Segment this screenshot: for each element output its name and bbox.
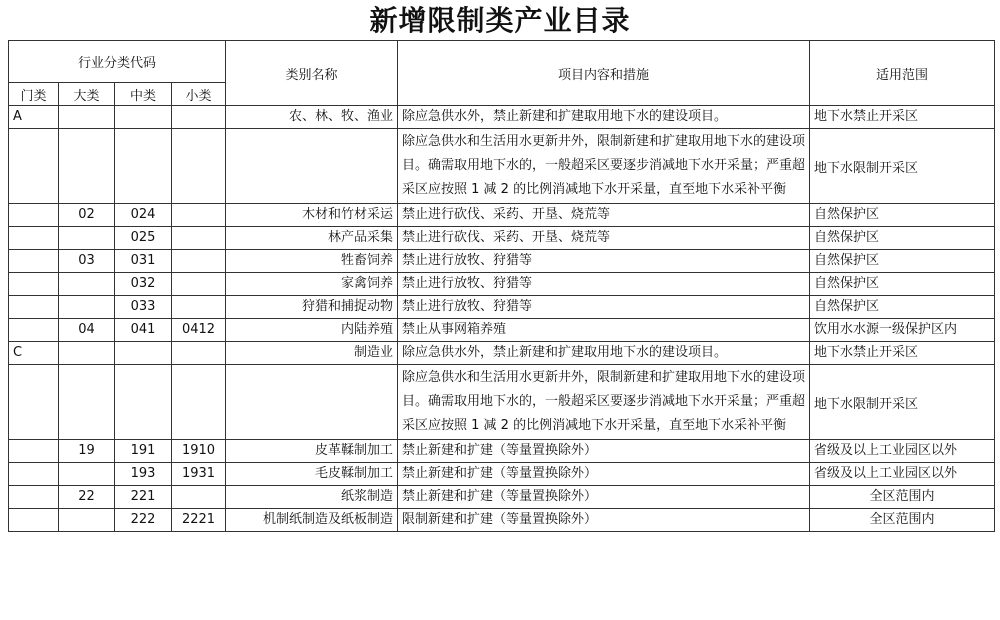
cell-men bbox=[9, 463, 59, 486]
cell-men bbox=[9, 250, 59, 273]
cell-men bbox=[9, 486, 59, 509]
cell-xiao: 0412 bbox=[172, 319, 226, 342]
cell-scope: 地下水限制开采区 bbox=[810, 129, 995, 204]
cell-content: 限制新建和扩建（等量置换除外） bbox=[398, 509, 810, 532]
cell-zhong: 024 bbox=[115, 204, 172, 227]
cell-men bbox=[9, 204, 59, 227]
cell-content: 禁止新建和扩建（等量置换除外） bbox=[398, 486, 810, 509]
cell-da: 03 bbox=[59, 250, 115, 273]
cell-men: A bbox=[9, 106, 59, 129]
cell-scope: 省级及以上工业园区以外 bbox=[810, 463, 995, 486]
cell-xiao bbox=[172, 250, 226, 273]
cell-scope: 全区范围内 bbox=[810, 509, 995, 532]
cell-xiao: 1910 bbox=[172, 440, 226, 463]
cell-xiao bbox=[172, 129, 226, 204]
header-scope: 适用范围 bbox=[810, 41, 995, 106]
cell-name: 狩猎和捕捉动物 bbox=[226, 296, 398, 319]
cell-name: 木材和竹材采运 bbox=[226, 204, 398, 227]
table-header bbox=[9, 41, 995, 106]
cell-scope: 自然保护区 bbox=[810, 296, 995, 319]
cell-xiao bbox=[172, 106, 226, 129]
cell-content: 禁止进行放牧、狩猎等 bbox=[398, 273, 810, 296]
cell-name: 内陆养殖 bbox=[226, 319, 398, 342]
cell-zhong: 041 bbox=[115, 319, 172, 342]
table-row bbox=[9, 463, 995, 486]
cell-content: 禁止进行放牧、狩猎等 bbox=[398, 296, 810, 319]
cell-da bbox=[59, 342, 115, 365]
cell-name: 机制纸制造及纸板制造 bbox=[226, 509, 398, 532]
cell-content: 禁止进行砍伐、采药、开垦、烧荒等 bbox=[398, 204, 810, 227]
cell-da bbox=[59, 106, 115, 129]
cell-scope: 饮用水水源一级保护区内 bbox=[810, 319, 995, 342]
industry-catalog-table bbox=[8, 40, 995, 532]
table-row bbox=[9, 250, 995, 273]
cell-scope: 省级及以上工业园区以外 bbox=[810, 440, 995, 463]
cell-xiao bbox=[172, 227, 226, 250]
cell-da bbox=[59, 365, 115, 440]
cell-zhong: 025 bbox=[115, 227, 172, 250]
cell-scope: 自然保护区 bbox=[810, 204, 995, 227]
table-row bbox=[9, 440, 995, 463]
cell-scope: 地下水限制开采区 bbox=[810, 365, 995, 440]
cell-content: 禁止进行放牧、狩猎等 bbox=[398, 250, 810, 273]
cell-zhong bbox=[115, 365, 172, 440]
cell-name: 制造业 bbox=[226, 342, 398, 365]
cell-content: 禁止进行砍伐、采药、开垦、烧荒等 bbox=[398, 227, 810, 250]
cell-scope: 地下水禁止开采区 bbox=[810, 342, 995, 365]
cell-name: 皮革鞣制加工 bbox=[226, 440, 398, 463]
header-content: 项目内容和措施 bbox=[398, 41, 810, 106]
header-code-group: 行业分类代码 bbox=[9, 41, 226, 83]
cell-name: 牲畜饲养 bbox=[226, 250, 398, 273]
cell-content: 禁止从事网箱养殖 bbox=[398, 319, 810, 342]
cell-content: 除应急供水外，禁止新建和扩建取用地下水的建设项目。 bbox=[398, 342, 810, 365]
cell-scope: 自然保护区 bbox=[810, 273, 995, 296]
cell-xiao bbox=[172, 342, 226, 365]
cell-zhong: 191 bbox=[115, 440, 172, 463]
cell-da bbox=[59, 509, 115, 532]
cell-scope: 自然保护区 bbox=[810, 250, 995, 273]
cell-scope: 地下水禁止开采区 bbox=[810, 106, 995, 129]
cell-men bbox=[9, 273, 59, 296]
cell-name: 毛皮鞣制加工 bbox=[226, 463, 398, 486]
cell-zhong: 193 bbox=[115, 463, 172, 486]
cell-name bbox=[226, 365, 398, 440]
cell-zhong: 031 bbox=[115, 250, 172, 273]
cell-zhong bbox=[115, 106, 172, 129]
table-row bbox=[9, 365, 995, 440]
cell-zhong: 221 bbox=[115, 486, 172, 509]
cell-xiao: 1931 bbox=[172, 463, 226, 486]
cell-content: 禁止新建和扩建（等量置换除外） bbox=[398, 463, 810, 486]
cell-name bbox=[226, 129, 398, 204]
header-da: 大类 bbox=[59, 83, 115, 106]
cell-xiao bbox=[172, 365, 226, 440]
cell-xiao bbox=[172, 296, 226, 319]
cell-da bbox=[59, 227, 115, 250]
table-row bbox=[9, 129, 995, 204]
cell-da bbox=[59, 463, 115, 486]
cell-men bbox=[9, 509, 59, 532]
cell-men: C bbox=[9, 342, 59, 365]
header-zhong: 中类 bbox=[115, 83, 172, 106]
cell-men bbox=[9, 440, 59, 463]
cell-name: 纸浆制造 bbox=[226, 486, 398, 509]
cell-content: 除应急供水和生活用水更新井外，限制新建和扩建取用地下水的建设项目。确需取用地下水的，一般超采区要逐步消减地下水开采量；严重超采区应按照 1 减 2 的比例消减地下水开采量，直至地下水采补平衡 bbox=[398, 365, 810, 440]
table-row bbox=[9, 509, 995, 532]
cell-da bbox=[59, 296, 115, 319]
cell-xiao bbox=[172, 486, 226, 509]
cell-men bbox=[9, 319, 59, 342]
cell-men bbox=[9, 296, 59, 319]
table-row bbox=[9, 319, 995, 342]
table-row bbox=[9, 486, 995, 509]
cell-name: 农、林、牧、渔业 bbox=[226, 106, 398, 129]
cell-name: 家禽饲养 bbox=[226, 273, 398, 296]
cell-zhong bbox=[115, 129, 172, 204]
table-row bbox=[9, 296, 995, 319]
cell-zhong: 222 bbox=[115, 509, 172, 532]
table-row bbox=[9, 106, 995, 129]
cell-men bbox=[9, 365, 59, 440]
cell-men bbox=[9, 129, 59, 204]
table-row bbox=[9, 204, 995, 227]
cell-scope: 全区范围内 bbox=[810, 486, 995, 509]
cell-da: 19 bbox=[59, 440, 115, 463]
cell-da bbox=[59, 273, 115, 296]
cell-xiao bbox=[172, 273, 226, 296]
cell-zhong: 033 bbox=[115, 296, 172, 319]
header-men: 门类 bbox=[9, 83, 59, 106]
header-xiao: 小类 bbox=[172, 83, 226, 106]
cell-da: 04 bbox=[59, 319, 115, 342]
header-name: 类别名称 bbox=[226, 41, 398, 106]
document-title: 新增限制类产业目录 bbox=[369, 4, 631, 37]
cell-name: 林产品采集 bbox=[226, 227, 398, 250]
cell-da bbox=[59, 129, 115, 204]
table-body bbox=[9, 106, 995, 532]
cell-content: 除应急供水和生活用水更新井外，限制新建和扩建取用地下水的建设项目。确需取用地下水的，一般超采区要逐步消减地下水开采量；严重超采区应按照 1 减 2 的比例消减地下水开采量，直至地下水采补平衡 bbox=[398, 129, 810, 204]
cell-zhong bbox=[115, 342, 172, 365]
cell-xiao: 2221 bbox=[172, 509, 226, 532]
cell-xiao bbox=[172, 204, 226, 227]
table-row bbox=[9, 227, 995, 250]
table-row bbox=[9, 342, 995, 365]
cell-zhong: 032 bbox=[115, 273, 172, 296]
table-row bbox=[9, 273, 995, 296]
cell-da: 22 bbox=[59, 486, 115, 509]
cell-content: 禁止新建和扩建（等量置换除外） bbox=[398, 440, 810, 463]
cell-da: 02 bbox=[59, 204, 115, 227]
cell-content: 除应急供水外，禁止新建和扩建取用地下水的建设项目。 bbox=[398, 106, 810, 129]
cell-scope: 自然保护区 bbox=[810, 227, 995, 250]
cell-men bbox=[9, 227, 59, 250]
